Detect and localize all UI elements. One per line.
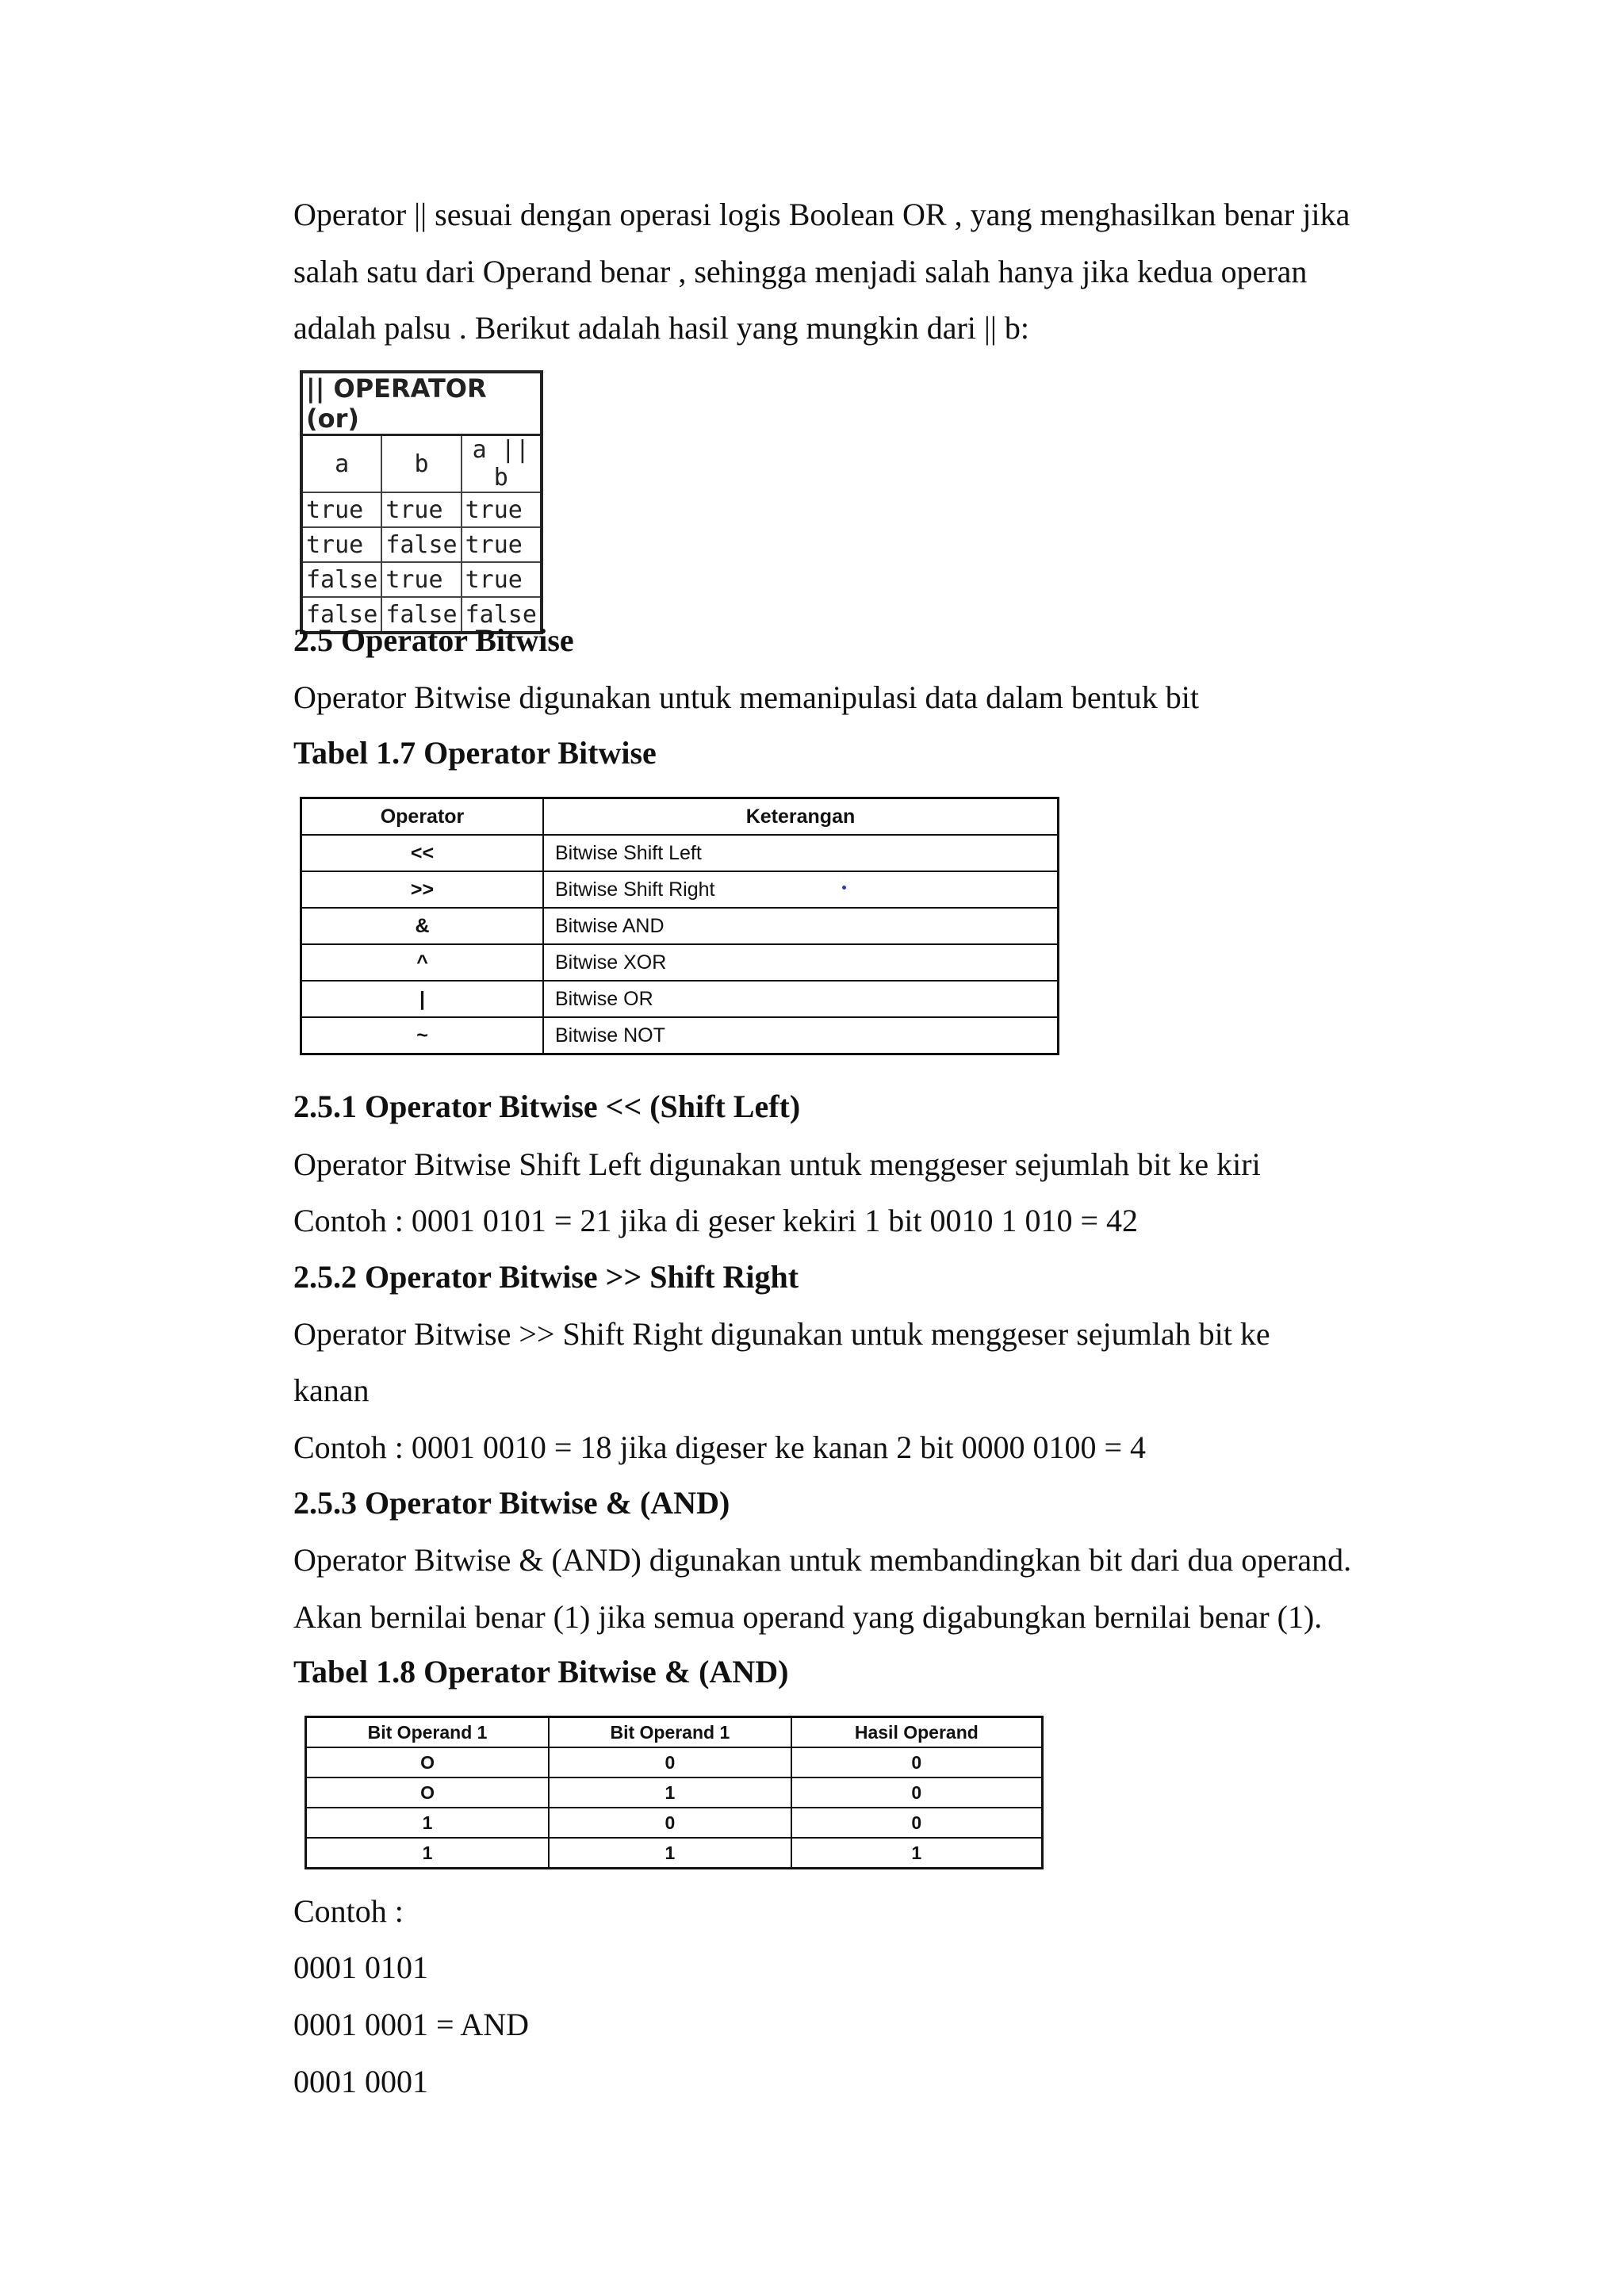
or-operator-table bbox=[300, 370, 543, 634]
table-cell: true bbox=[381, 562, 461, 597]
example-line: 0001 0001 = AND bbox=[293, 2007, 530, 2042]
table-cell: 1 bbox=[306, 1808, 550, 1838]
table-row bbox=[301, 562, 542, 597]
column-header: b bbox=[381, 435, 461, 493]
description-cell: Bitwise NOT bbox=[543, 1017, 1059, 1054]
operator-cell: >> bbox=[301, 871, 544, 908]
or-table-title: || OPERATOR (or) bbox=[301, 372, 542, 435]
table-cell: 1 bbox=[549, 1777, 791, 1808]
description-cell: Bitwise Shift Right bbox=[543, 871, 1059, 908]
section-text: Akan bernilai benar (1) jika semua operand yang digabungkan bernilai benar (1). bbox=[293, 1599, 1323, 1635]
table-row bbox=[306, 1808, 1043, 1838]
section-heading: 2.5 Operator Bitwise bbox=[293, 622, 574, 658]
operator-cell: & bbox=[301, 908, 544, 944]
table-cell: true bbox=[301, 527, 381, 562]
table-cell: true bbox=[381, 492, 461, 527]
paragraph-line: Operator || sesuai dengan operasi logis Boolean OR , yang menghasilkan benar jika bbox=[293, 197, 1350, 232]
column-header: Hasil Operand bbox=[791, 1717, 1043, 1748]
bitwise-and-table bbox=[304, 1716, 1044, 1869]
table-row bbox=[301, 492, 542, 527]
table-row bbox=[306, 1838, 1043, 1869]
table-cell: false bbox=[381, 597, 461, 633]
table-cell: false bbox=[301, 562, 381, 597]
stray-dot-mark bbox=[842, 886, 846, 890]
example-label: Contoh : bbox=[293, 1893, 404, 1929]
table-row bbox=[306, 1777, 1043, 1808]
column-header: Operator bbox=[301, 798, 544, 836]
table-cell: 0 bbox=[791, 1777, 1043, 1808]
section-text: Operator Bitwise digunakan untuk memanipulasi data dalam bentuk bit bbox=[293, 679, 1199, 715]
example-line: Contoh : 0001 0101 = 21 jika di geser kekiri 1 bit 0010 1 010 = 42 bbox=[293, 1203, 1139, 1238]
table-cell: 0 bbox=[791, 1747, 1043, 1777]
table-row bbox=[301, 944, 1059, 981]
table-cell: 1 bbox=[306, 1838, 550, 1869]
table-cell: false bbox=[462, 597, 542, 633]
section-heading: 2.5.1 Operator Bitwise << (Shift Left) bbox=[293, 1089, 801, 1124]
example-line: 0001 0101 bbox=[293, 1950, 428, 1985]
table-caption: Tabel 1.8 Operator Bitwise & (AND) bbox=[293, 1654, 789, 1689]
bitwise-operator-table bbox=[300, 797, 1059, 1055]
column-header: a bbox=[301, 435, 381, 493]
table-row bbox=[301, 835, 1059, 871]
description-cell: Bitwise XOR bbox=[543, 944, 1059, 981]
table-row bbox=[301, 908, 1059, 944]
operator-cell: << bbox=[301, 835, 544, 871]
table-cell: 1 bbox=[791, 1838, 1043, 1869]
table-cell: O bbox=[306, 1747, 550, 1777]
table-header-row bbox=[306, 1717, 1043, 1748]
table-caption: Tabel 1.7 Operator Bitwise bbox=[293, 735, 657, 771]
table-header-row bbox=[301, 798, 1059, 836]
operator-cell: ~ bbox=[301, 1017, 544, 1054]
table-cell: true bbox=[462, 527, 542, 562]
section-heading: 2.5.3 Operator Bitwise & (AND) bbox=[293, 1485, 730, 1521]
description-cell: Bitwise AND bbox=[543, 908, 1059, 944]
column-header: a || b bbox=[462, 435, 542, 493]
table-cell: true bbox=[462, 562, 542, 597]
column-header: Bit Operand 1 bbox=[306, 1717, 550, 1748]
table-cell: true bbox=[462, 492, 542, 527]
table-cell: true bbox=[301, 492, 381, 527]
section-text: kanan bbox=[293, 1372, 370, 1408]
section-text: Operator Bitwise Shift Left digunakan untuk menggeser sejumlah bit ke kiri bbox=[293, 1146, 1261, 1182]
table-cell: 0 bbox=[791, 1808, 1043, 1838]
table-header-row bbox=[301, 435, 542, 493]
description-cell: Bitwise OR bbox=[543, 981, 1059, 1017]
section-heading: 2.5.2 Operator Bitwise >> Shift Right bbox=[293, 1259, 799, 1295]
table-row bbox=[301, 871, 1059, 908]
section-text: Operator Bitwise & (AND) digunakan untuk membandingkan bit dari dua operand. bbox=[293, 1542, 1352, 1578]
table-cell: O bbox=[306, 1777, 550, 1808]
table-cell: 1 bbox=[549, 1838, 791, 1869]
paragraph-line: salah satu dari Operand benar , sehingga menjadi salah hanya jika kedua operan bbox=[293, 254, 1308, 289]
table-cell: false bbox=[381, 527, 461, 562]
column-header: Bit Operand 1 bbox=[549, 1717, 791, 1748]
table-row bbox=[301, 1017, 1059, 1054]
column-header: Keterangan bbox=[543, 798, 1059, 836]
paragraph-line: adalah palsu . Berikut adalah hasil yang mungkin dari || b: bbox=[293, 310, 1030, 346]
section-text: Operator Bitwise >> Shift Right digunakan untuk menggeser sejumlah bit ke bbox=[293, 1316, 1270, 1352]
table-row bbox=[301, 981, 1059, 1017]
description-cell: Bitwise Shift Left bbox=[543, 835, 1059, 871]
example-line: Contoh : 0001 0010 = 18 jika digeser ke kanan 2 bit 0000 0100 = 4 bbox=[293, 1429, 1146, 1465]
table-row bbox=[306, 1747, 1043, 1777]
operator-cell: | bbox=[301, 981, 544, 1017]
operator-cell: ^ bbox=[301, 944, 544, 981]
example-line: 0001 0001 bbox=[293, 2064, 428, 2099]
table-row bbox=[301, 527, 542, 562]
table-cell: 0 bbox=[549, 1808, 791, 1838]
table-cell: false bbox=[301, 597, 381, 633]
table-cell: 0 bbox=[549, 1747, 791, 1777]
